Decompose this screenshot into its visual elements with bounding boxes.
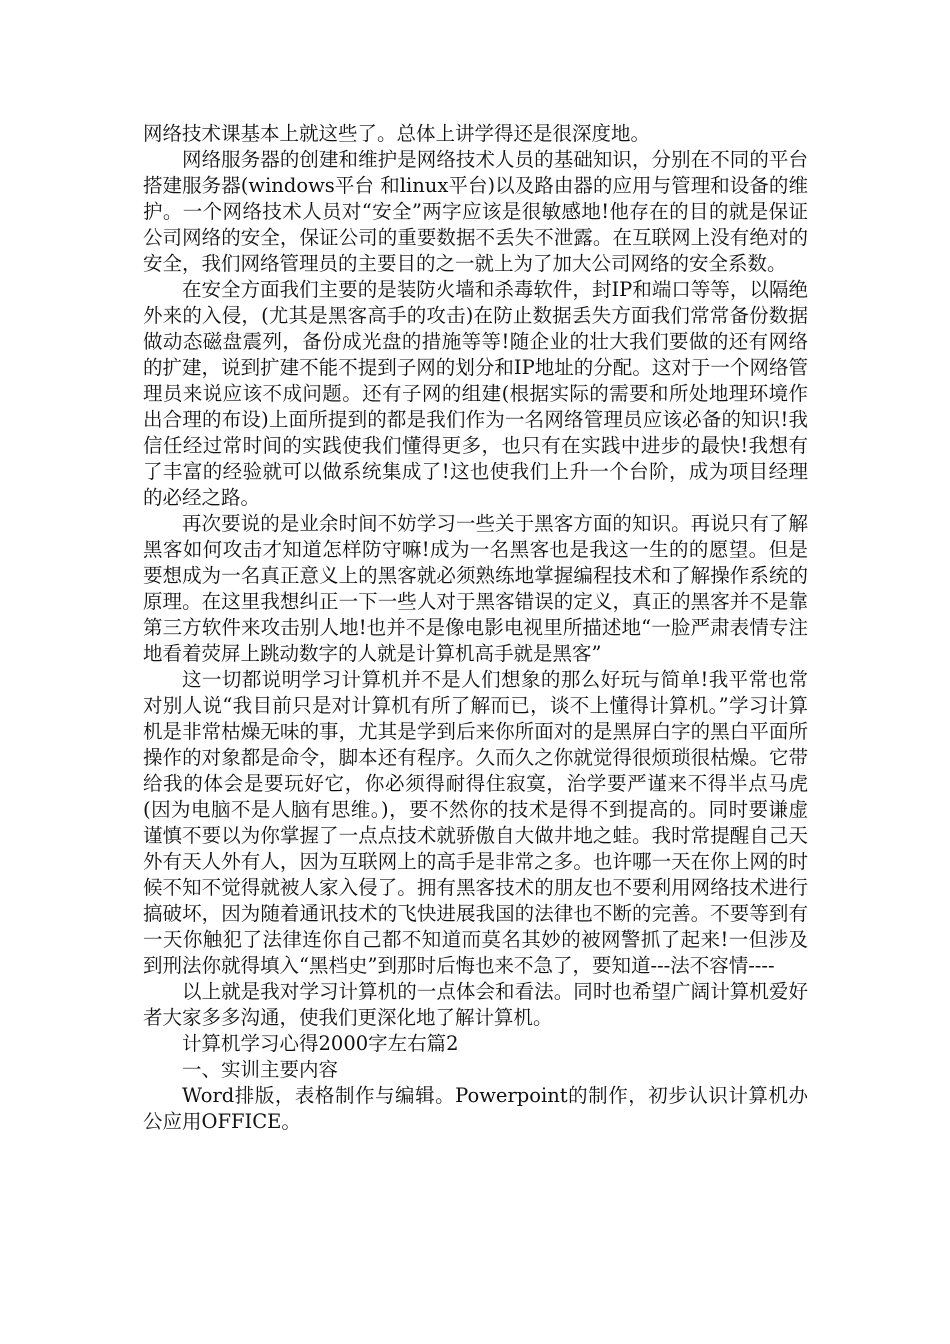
document-body [143,121,808,1135]
paragraph-5: 这一切都说明学习计算机并不是人们想象的那么好玩与简单!我平常也常对别人说“我目前只是对计算机有所了解而已，谈不上懂得计算机。”学习计算机是非常枯燥无味的事，尤其是学到后来你所面对的是黑屏白字的黑白平面所操作的对象都是命令，脚本还有程序。久而久之你就觉得很烦琐很枯燥。它带给我的体会是要玩好它，你必须得耐得住寂寞，治学要严谨来不得半点马虎(因为电脑不是人脑有思维。)，要不然你的技术是得不到提高的。同时要谦虚谨慎不要以为你掌握了一点点技术就骄傲自大做井地之蛙。我时常提醒自己天外有天人外有人，因为互联网上的高手是非常之多。也许哪一天在你上网的时候不知不觉得就被人家入侵了。拥有黑客技术的朋友也不要利用网络技术进行搞破坏，因为随着通讯技术的飞快进展我国的法律也不断的完善。不要等到有一天你触犯了法律连你自己都不知道而莫名其妙的被网警抓了起来!一但涉及到刑法你就得填入“黑档史”到那时后悔也来不急了，要知道---法不容情---- [143,668,808,977]
paragraph-2: 网络服务器的创建和维护是网络技术人员的基础知识，分别在不同的平台搭建服务器(windows平台 和linux平台)以及路由器的应用与管理和设备的维护。一个网络技术人员对“安全”两字应该是很敏感地!他存在的目的就是保证公司网络的安全，保证公司的重要数据不丢失不泄露。在互联网上没有绝对的安全，我们网络管理员的主要目的之一就上为了加大公司网络的安全系数。 [143,148,808,275]
paragraph-3: 在安全方面我们主要的是装防火墙和杀毒软件，封IP和端口等等，以隔绝外来的入侵，(尤其是黑客高手的攻击)在防止数据丢失方面我们常常备份数据做动态磁盘震列，备份成光盘的措施等等!随企业的壮大我们要做的还有网络的扩建，说到扩建不能不提到子网的划分和IP地址的分配。这对于一个网络管理员来说应该不成问题。还有子网的组建(根据实际的需要和所处地理环境作出合理的布设)上面所提到的都是我们作为一名网络管理员应该必备的知识!我信任经过常时间的实践使我们懂得更多，也只有在实践中进步的最快!我想有了丰富的经验就可以做系统集成了!这也使我们上升一个台阶，成为项目经理的必经之路。 [143,278,808,509]
section-title: 计算机学习心得2000字左右篇2 [182,1032,459,1055]
paragraph-6: 以上就是我对学习计算机的一点体会和看法。同时也希望广阔计算机爱好者大家多多沟通，使我们更深化地了解计算机。 [143,980,808,1029]
paragraph-4: 再次要说的是业余时间不妨学习一些关于黑客方面的知识。再说只有了解黑客如何攻击才知道怎样防守嘛!成为一名黑客也是我这一生的的愿望。但是要想成为一名真正意义上的黑客就必须熟练地掌握编程技术和了解操作系统的原理。在这里我想纠正一下一些人对于黑客错误的定义，真正的黑客并不是靠第三方软件来攻击别人地!也并不是像电影电视里所描述地“一脸严肃表情专注地看着荧屏上跳动数字的人就是计算机高手就是黑客” [143,512,808,665]
paragraph-1: 网络技术课基本上就这些了。总体上讲学得还是很深度地。 [143,122,651,145]
paragraph-7: Word排版，表格制作与编辑。Powerpoint的制作，初步认识计算机办公应用OFFICE。 [143,1084,808,1133]
subsection-heading: 一、实训主要内容 [182,1058,339,1081]
